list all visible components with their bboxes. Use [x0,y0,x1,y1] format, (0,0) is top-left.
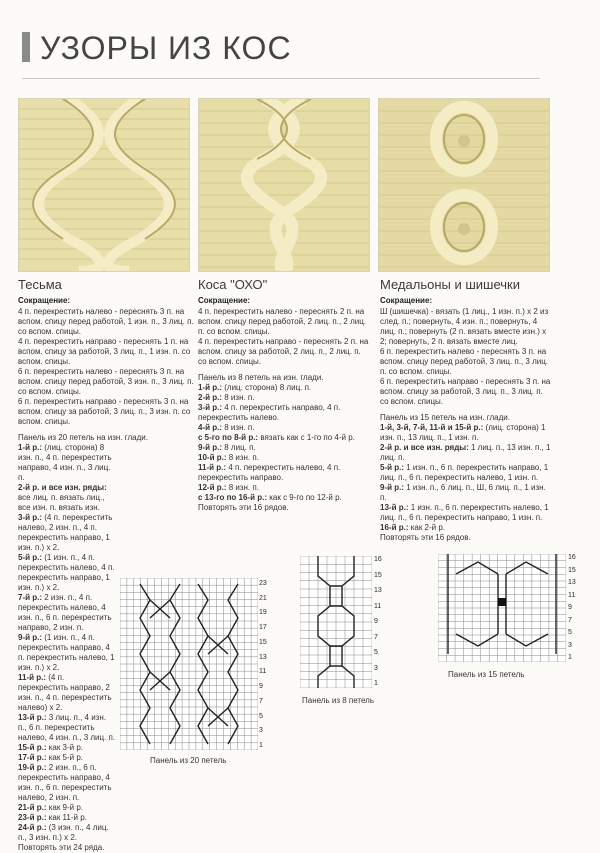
row-number: 3 [259,727,263,735]
row-instruction: 3-й р.: (4 п. перекрестить налево, 2 изн. п., 4 п. перекрестить направо, 1 изн. п.) х 2. [18,513,113,552]
row-number: 7 [374,633,378,641]
title-rule [22,78,540,79]
row-instruction: 2-й р.: 8 изн. п. [198,393,255,402]
row-instruction: с 5-го по 8-й р.: вязать как с 1-го по 4-й р. [198,433,355,442]
abbr-label: Сокращение: [198,296,251,305]
row-instruction: 13-й р.: 3 лиц. п., 4 изн. п., 6 п. перекрестить налево, 4 изн. п., 3 лиц. п. [18,713,116,742]
panel-intro: Панель из 8 петель на изн. глади. [198,373,324,382]
chart-caption: Панель из 8 петель [302,696,374,705]
row-number: 7 [259,697,263,705]
row-instruction: 9-й р.: 1 изн. п., 6 лиц. п., Ш, 6 лиц. п., 1 изн. п. [380,483,546,502]
abbr-item: 6 п. перекрестить направо - переснять 3 п. на вспом. спицу за работой, 3 лиц. п., 3 лиц. п. со вспом. спицы. [380,377,551,406]
row-number: 3 [568,641,572,649]
pattern-title: Коса "ОХО" [198,277,268,292]
row-instruction: 17-й р.: как 5-й р. [18,753,84,762]
row-instruction: 15-й р.: как 3-й р. [18,743,84,752]
row-instruction: 1-й, 3-й, 7-й, 11-й и 15-й р.: (лиц. сторона) 1 изн. п., 13 лиц. п., 1 изн. п. [380,423,546,442]
row-number: 13 [568,579,576,586]
pattern-oxo [198,277,370,513]
abbr-item: Ш (шишечка) - вязать (1 лиц., 1 изн. п.) х 2 из след. п.; повернуть, 4 изн. п.; повернуть, 4 лиц. п.; повернуть (2 п. вязать вместе изн.) х 2; повернуть, 2 п. вязать вместе лиц. [380,307,549,346]
row-number: 9 [568,604,572,611]
row-number: 23 [259,580,267,587]
abbr-item: 6 п. перекрестить налево - переснять 3 п. на вспом. спицу перед работой, 3 лиц. п., 3 лиц. п. со вспом. спицы. [380,347,549,376]
row-instruction: 9-й р.: 8 лиц. п. [198,443,256,452]
row-number: 5 [568,629,572,636]
row-instruction: 1-й р.: (лиц. сторона) 8 изн. п., 4 п. перекрестить направо, 4 изн. п., 3 лиц. п. [18,443,112,482]
row-number: 9 [374,618,378,625]
abbr-item: 6 п. перекрестить налево - переснять 3 п. на вспом. спицу перед работой, 3 изн. п., 3 лиц. п. со вспом. спицы. [18,367,194,396]
abbr-label: Сокращение: [380,296,433,305]
abbr-item: 6 п. перекрестить направо - переснять 3 п. на вспом. спицу за работой, 3 лиц. п., 3 изн. п. со вспом. спицы. [18,397,191,426]
row-number: 15 [259,638,267,646]
chart-medallions [438,554,566,662]
row-instruction: 11-й р.: 4 п. перекрестить налево, 4 п. перекрестить направо. [198,463,341,482]
row-instruction: 12-й р.: 8 изн. п. [198,483,259,492]
row-number: 11 [259,668,267,676]
row-instruction: 5-й р.: 1 изн. п., 6 п. перекрестить направо, 1 лиц. п., 6 п. перекрестить налево, 1 изн. п. [380,463,549,482]
row-instruction: 23-й р.: как 11-й р. [18,813,87,822]
abbr-item: 4 п. перекрестить направо - переснять 1 п. на вспом. спицу за работой, 3 лиц. п., 1 изн. п. со вспом. спицы. [18,337,191,366]
swatch-photo-medallions [378,98,550,272]
row-instruction: 10-й р.: 8 изн. п. [198,453,259,462]
row-number: 17 [259,624,267,632]
pattern-tesma [18,277,196,853]
repeat-note: Повторять эти 24 ряда. [18,843,105,852]
abbr-label: Сокращение: [18,296,71,305]
page-title: УЗОРЫ ИЗ КОС [40,30,292,66]
row-instruction: 5-й р.: (1 изн. п., 4 п. перекрестить налево, 4 п. перекрестить направо, 1 изн. п.) х 2. [18,553,115,592]
title-accent-bar [22,32,30,62]
row-number: 1 [259,742,263,749]
abbr-item: 4 п. перекрестить налево - переснять 2 п. на вспом. спицу перед работой, 2 лиц. п., 2 лиц. п. со вспом. спицы. [198,307,367,336]
row-instruction: с 13-го по 16-й р.: как с 9-го по 12-й р. [198,493,342,502]
pattern-title: Тесьма [18,277,62,292]
swatch-photo-oxo [198,98,370,272]
chart-row-numbers [374,556,388,688]
chart-tesma [120,578,258,750]
row-instruction: 9-й р.: (1 изн. п., 4 п. перекрестить направо, 4 п. перекрестить налево, 1 изн. п.) х 2. [18,633,115,672]
row-instruction: 7-й р.: 2 изн. п., 4 п. перекрестить налево, 4 изн. п., 6 п. перекрестить направо, 2 изн. п. [18,593,112,632]
row-number: 16 [568,554,576,561]
repeat-note: Повторять эти 16 рядов. [198,503,289,512]
row-number: 19 [259,609,267,617]
row-instruction: 1-й р.: (лиц. сторона) 8 лиц. п. [198,383,312,392]
row-instruction: 2-й р. и все изн. ряды: все лиц. п. вязать лиц., все изн. п. вязать изн. [18,483,107,512]
row-instruction: 16-й р.: как 2-й р. [380,523,446,532]
row-instruction: 19-й р.: 2 изн. п., 6 п. перекрестить направо, 4 изн. п., 6 п. перекрестить налево, 2 изн. п. [18,763,112,802]
chart-caption: Панель из 15 петель [448,670,525,679]
row-number: 5 [374,649,378,656]
repeat-note: Повторять эти 16 рядов. [380,533,471,542]
panel-intro: Панель из 15 петель на изн. глади. [380,413,510,422]
abbr-item: 4 п. перекрестить направо - переснять 2 п. на вспом. спицу за работой, 2 лиц. п., 2 лиц. п. со вспом. спицы. [198,337,369,366]
row-number: 21 [259,594,267,602]
row-instruction: 13-й р.: 1 изн. п., 6 п. перекрестить налево, 1 лиц. п., 6 п. перекрестить направо, 1 изн. п. [380,503,549,522]
row-number: 13 [374,587,382,594]
pattern-medallions [380,277,552,543]
row-number: 11 [374,602,382,610]
row-instruction: 3-й р.: 4 п. перекрестить направо, 4 п. перекрестить налево. [198,403,341,422]
row-instruction: 24-й р.: (3 изн. п., 4 лиц. п., 3 изн. п.) х 2. [18,823,109,842]
row-number: 1 [374,680,378,687]
row-number: 9 [259,683,263,691]
abbr-item: 4 п. перекрестить налево - переснять 3 п. на вспом. спицу перед работой, 1 изн. п., 3 лиц. п. со вспом. спицы. [18,307,194,336]
row-number: 11 [568,591,576,599]
row-number: 1 [568,654,572,661]
pattern-title: Медальоны и шишечки [380,277,520,292]
row-number: 7 [568,616,572,624]
chart-oxo [300,556,372,688]
row-number: 5 [259,712,263,720]
swatch-photo-tesma [18,98,190,272]
chart-row-numbers [568,554,582,662]
row-number: 3 [374,664,378,672]
row-number: 15 [374,571,382,579]
panel-intro: Панель из 20 петель на изн. глади. [18,433,148,442]
row-number: 16 [374,556,382,563]
row-number: 15 [568,566,576,574]
chart-caption: Панель из 20 петель [150,756,227,765]
row-instruction: 21-й р.: как 9-й р. [18,803,84,812]
row-number: 13 [259,653,267,661]
row-instruction: 4-й р.: 8 изн. п. [198,423,255,432]
chart-row-numbers [259,580,273,750]
row-instruction: 2-й р. и все изн. ряды: 1 лиц. п., 13 изн. п., 1 лиц. п. [380,443,551,462]
row-instruction: 11-й р.: (4 п. перекрестить направо, 2 изн. п., 4 п. перекрестить налево) х 2. [18,673,112,712]
